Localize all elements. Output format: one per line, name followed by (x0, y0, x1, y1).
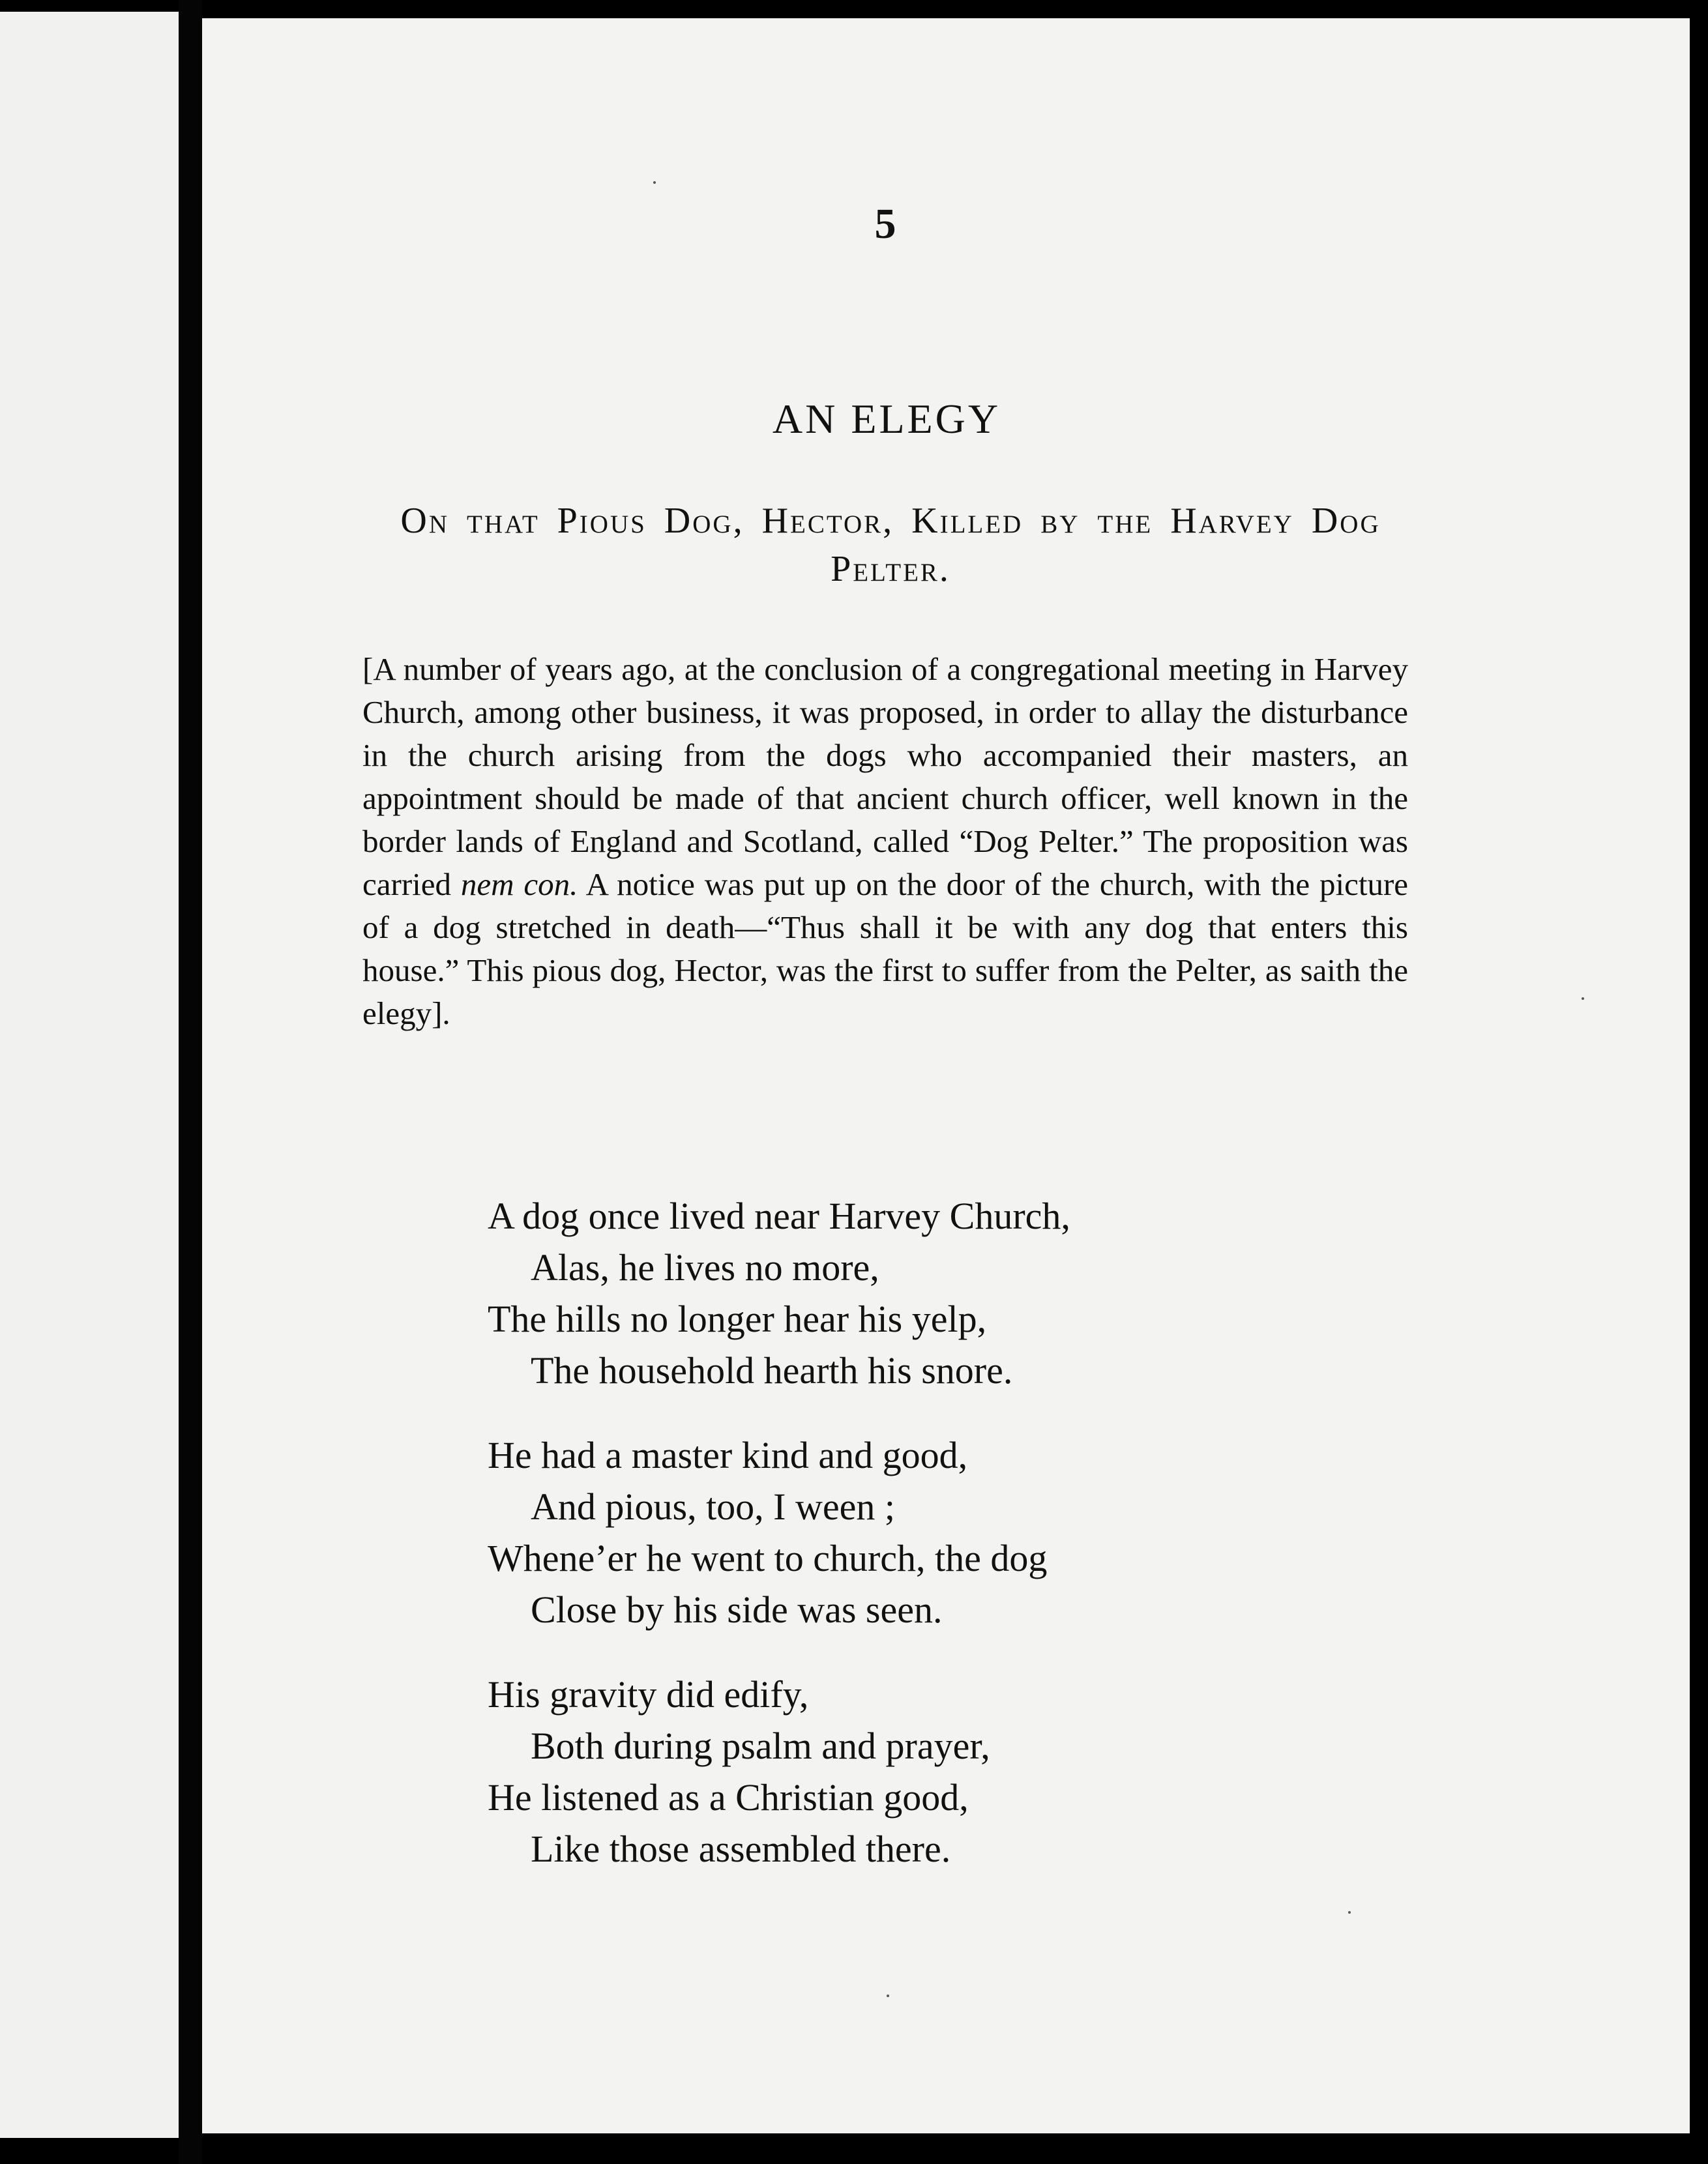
poem-subtitle: On that Pious Dog, Hector, Killed by the Harvey Dog Pelter. (400, 501, 1381, 589)
introductory-note (362, 648, 1408, 1035)
poem-line: Alas, he lives no more, (531, 1246, 879, 1289)
book-spine (179, 0, 202, 2164)
stanza-2 (488, 1429, 1335, 1635)
poem-line: And pious, too, I ween ; (531, 1485, 895, 1528)
stanza-3 (488, 1669, 1335, 1875)
poem-title: AN ELEGY (772, 396, 1001, 442)
poem-body (488, 1190, 1335, 1908)
page-number: 5 (874, 200, 896, 248)
poem-line: Close by his side was seen. (531, 1588, 943, 1631)
poem-line: He had a master kind and good, (488, 1434, 968, 1476)
paper-speck (653, 181, 656, 184)
poem-line: His gravity did edify, (488, 1673, 809, 1716)
poem-line: Whene’er he went to church, the dog (488, 1537, 1048, 1579)
note-text-before: [A number of years ago, at the conclusion of a congregational meeting in Harvey Church, among other business, it was proposed, in order to allay the disturbance in the church arising from the dogs who accompanied their masters, an appointment should be made of that ancient church officer, well known in the border lands of England and Scotland, called “Dog Pelter.” The proposition was carried (362, 651, 1408, 902)
stanza-1 (488, 1190, 1335, 1396)
poem-line: The household hearth his snore. (531, 1349, 1013, 1392)
paper-speck (887, 1995, 889, 1997)
poem-line: Like those assembled there. (531, 1828, 951, 1870)
poem-line: Both during psalm and prayer, (531, 1725, 990, 1767)
note-text-after: A notice was put up on the door of the church, with the picture of a dog stretched in death—“Thus shall it be with any dog that enters this house.” This pious dog, Hector, was the first to suffer from the Pelter, as saith the elegy]. (362, 866, 1409, 1031)
facing-page-edge (0, 12, 179, 2138)
poem-line: He listened as a Christian good, (488, 1776, 969, 1819)
paper-speck (1348, 1911, 1351, 1914)
poem-line: A dog once lived near Harvey Church, (488, 1195, 1070, 1237)
poem-line: The hills no longer hear his yelp, (488, 1298, 987, 1340)
note-italic-phrase: nem con. (460, 866, 578, 902)
paper-speck (1582, 997, 1584, 1000)
